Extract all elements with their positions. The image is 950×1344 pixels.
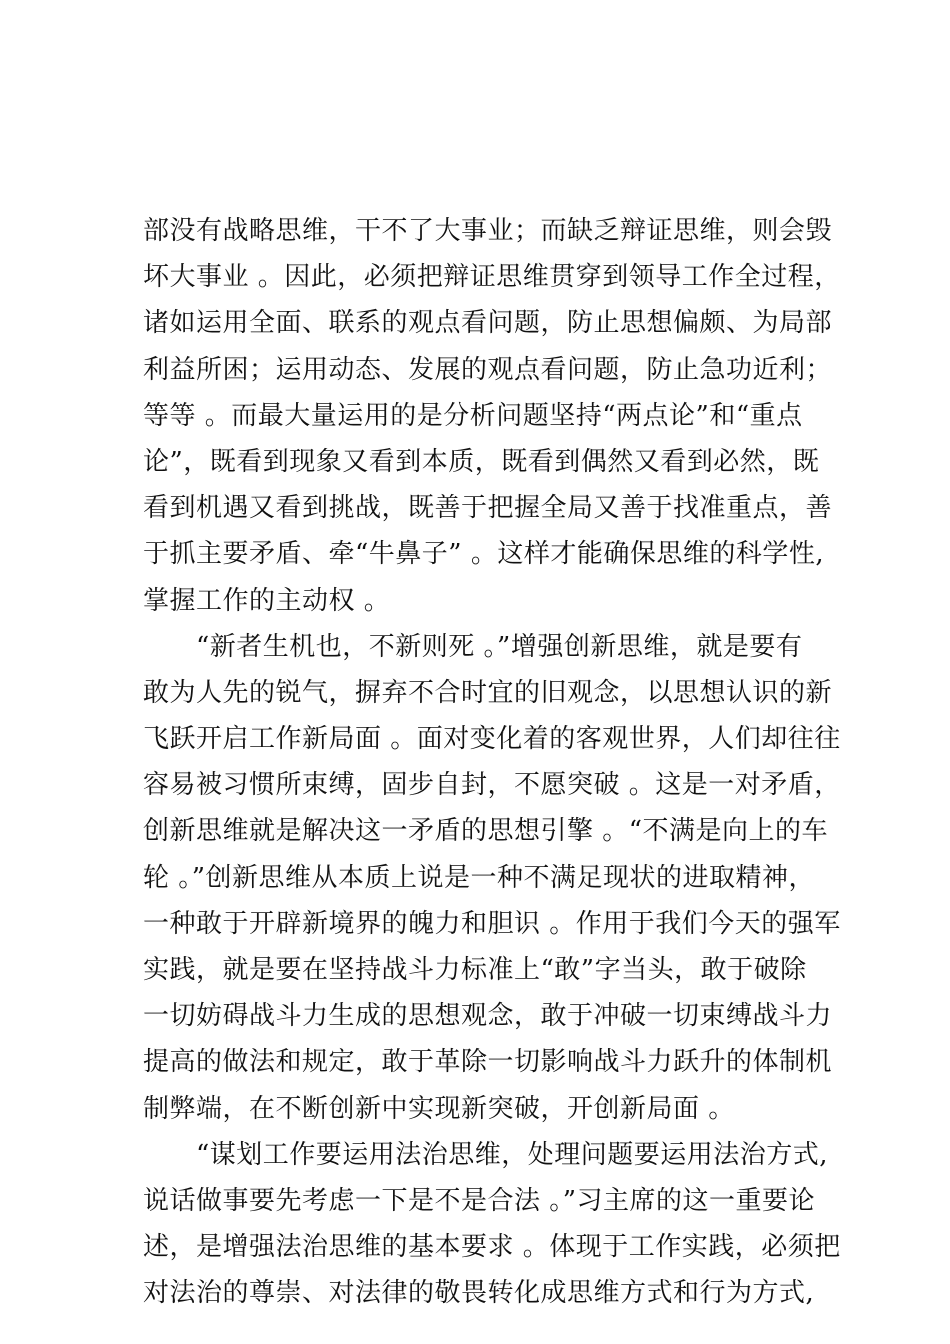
text-line: 一切妨碍战斗力生成的思想观念，敢于冲破一切束缚战斗力 [143,1001,833,1032]
text-line: 容易被习惯所束缚，固步自封，不愿突破 。这是一对矛盾， [143,770,841,801]
text-line: 坏大事业 。因此，必须把辩证思维贯穿到领导工作全过程， [143,262,841,293]
text-line: 提高的做法和规定，敢于革除一切影响战斗力跃升的体制机 [143,1047,833,1078]
text-line: 掌握工作的主动权 。 [143,585,391,616]
text-line: 诸如运用全面、联系的观点看问题，防止思想偏颇、为局部 [143,308,833,339]
text-line: 一种敢于开辟新境界的魄力和胆识 。作用于我们今天的强军 [143,908,841,939]
text-line: 创新思维就是解决这一矛盾的思想引擎 。“不满是向上的车 [143,816,829,847]
text-line: 部没有战略思维，干不了大事业；而缺乏辩证思维，则会毁 [143,216,833,246]
text-line: 利益所困；运用动态、发展的观点看问题，防止急功近利； [143,354,833,385]
text-line: 敢为人先的锐气，摒弃不合时宜的旧观念，以思想认识的新 [143,677,833,708]
text-line: 论”，既看到现象又看到本质，既看到偶然又看到必然，既 [143,446,820,477]
text-line: 说话做事要先考虑一下是不是合法 。”习主席的这一重要论 [143,1185,816,1216]
text-line: 等等 。而最大量运用的是分析问题坚持“两点论”和“重点 [143,400,803,431]
paragraph-first-line: “谋划工作要运用法治思维，处理问题要运用法治方式, [196,1139,829,1170]
text-line: 对法治的尊崇、对法律的敬畏转化成思维方式和行为方式, [143,1278,815,1309]
paragraph-first-line: “新者生机也，不新则死 。”增强创新思维，就是要有 [196,631,803,662]
body-text [143,208,843,1317]
text-line: 轮 。”创新思维从本质上说是一种不满足现状的进取精神， [143,862,816,893]
text-line: 实践，就是要在坚持战斗力标准上“敢”字当头，敢于破除 [143,955,807,985]
text-line: 于抓主要矛盾、牵“牛鼻子” 。这样才能确保思维的科学性, [143,539,825,570]
text-line: 制弊端，在不断创新中实现新突破，开创新局面 。 [143,1093,735,1124]
text-line: 述，是增强法治思维的基本要求 。体现于工作实践，必须把 [143,1232,841,1263]
text-line: 看到机遇又看到挑战，既善于把握全局又善于找准重点，善 [143,493,833,524]
text-line: 飞跃开启工作新局面 。面对变化着的客观世界，人们却往往 [143,724,841,755]
